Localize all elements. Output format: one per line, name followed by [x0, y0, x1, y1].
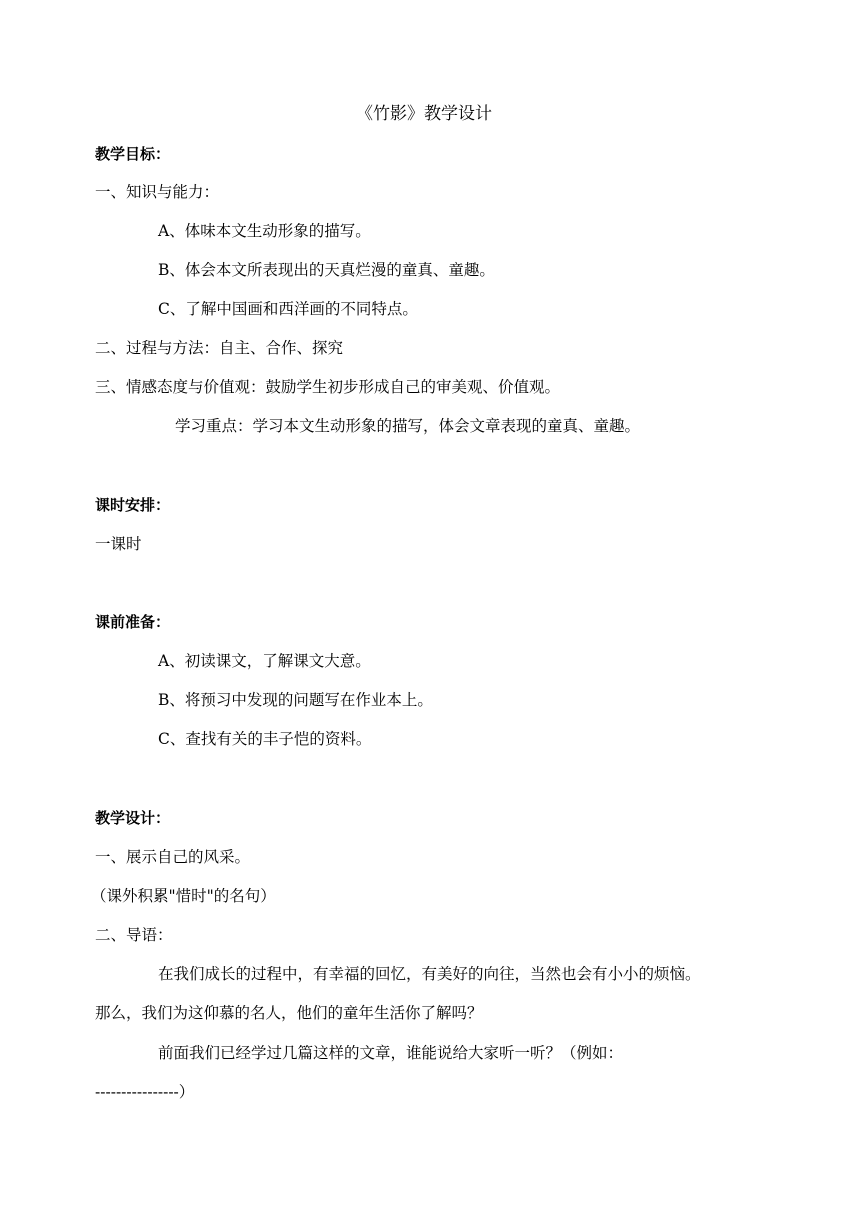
- goal-1-a: A、体味本文生动形象的描写。: [158, 222, 371, 240]
- design-2: 二、导语：: [95, 926, 173, 944]
- prep-c: C、查找有关的丰子恺的资料。: [158, 730, 372, 748]
- design-1-note: （课外积累"惜时"的名句）: [91, 887, 276, 905]
- goal-1-c: C、了解中国画和西洋画的不同特点。: [158, 300, 418, 318]
- design-1: 一、展示自己的风采。: [95, 848, 251, 866]
- paragraph-2-line-1: 前面我们已经学过几篇这样的文章，谁能说给大家听一听？（例如：: [158, 1044, 624, 1062]
- paragraph-1-line-1: 在我们成长的过程中，有幸福的回忆，有美好的向往，当然也会有小小的烦恼。: [158, 965, 701, 983]
- document-title: 《竹影》教学设计: [356, 104, 492, 124]
- design-heading: 教学设计：: [95, 809, 171, 827]
- schedule-value: 一课时: [95, 535, 142, 553]
- paragraph-1-line-2: 那么，我们为这仰慕的名人，他们的童年生活你了解吗？: [95, 1004, 483, 1022]
- prep-heading: 课前准备：: [95, 613, 171, 631]
- goal-2: 二、过程与方法：自主、合作、探究: [95, 339, 344, 357]
- prep-b: B、将预习中发现的问题写在作业本上。: [158, 691, 433, 709]
- prep-a: A、初读课文，了解课文大意。: [158, 652, 371, 670]
- goal-3: 三、情感态度与价值观：鼓励学生初步形成自己的审美观、价值观。: [95, 378, 561, 396]
- goals-heading: 教学目标：: [95, 145, 171, 163]
- paragraph-2-line-2: ----------------）: [95, 1083, 195, 1101]
- goal-1-b: B、体会本文所表现出的天真烂漫的童真、童趣。: [158, 261, 495, 279]
- schedule-heading: 课时安排：: [95, 496, 171, 514]
- key-point: 学习重点：学习本文生动形象的描写，体会文章表现的童真、童趣。: [175, 417, 641, 435]
- goal-1: 一、知识与能力：: [95, 183, 220, 201]
